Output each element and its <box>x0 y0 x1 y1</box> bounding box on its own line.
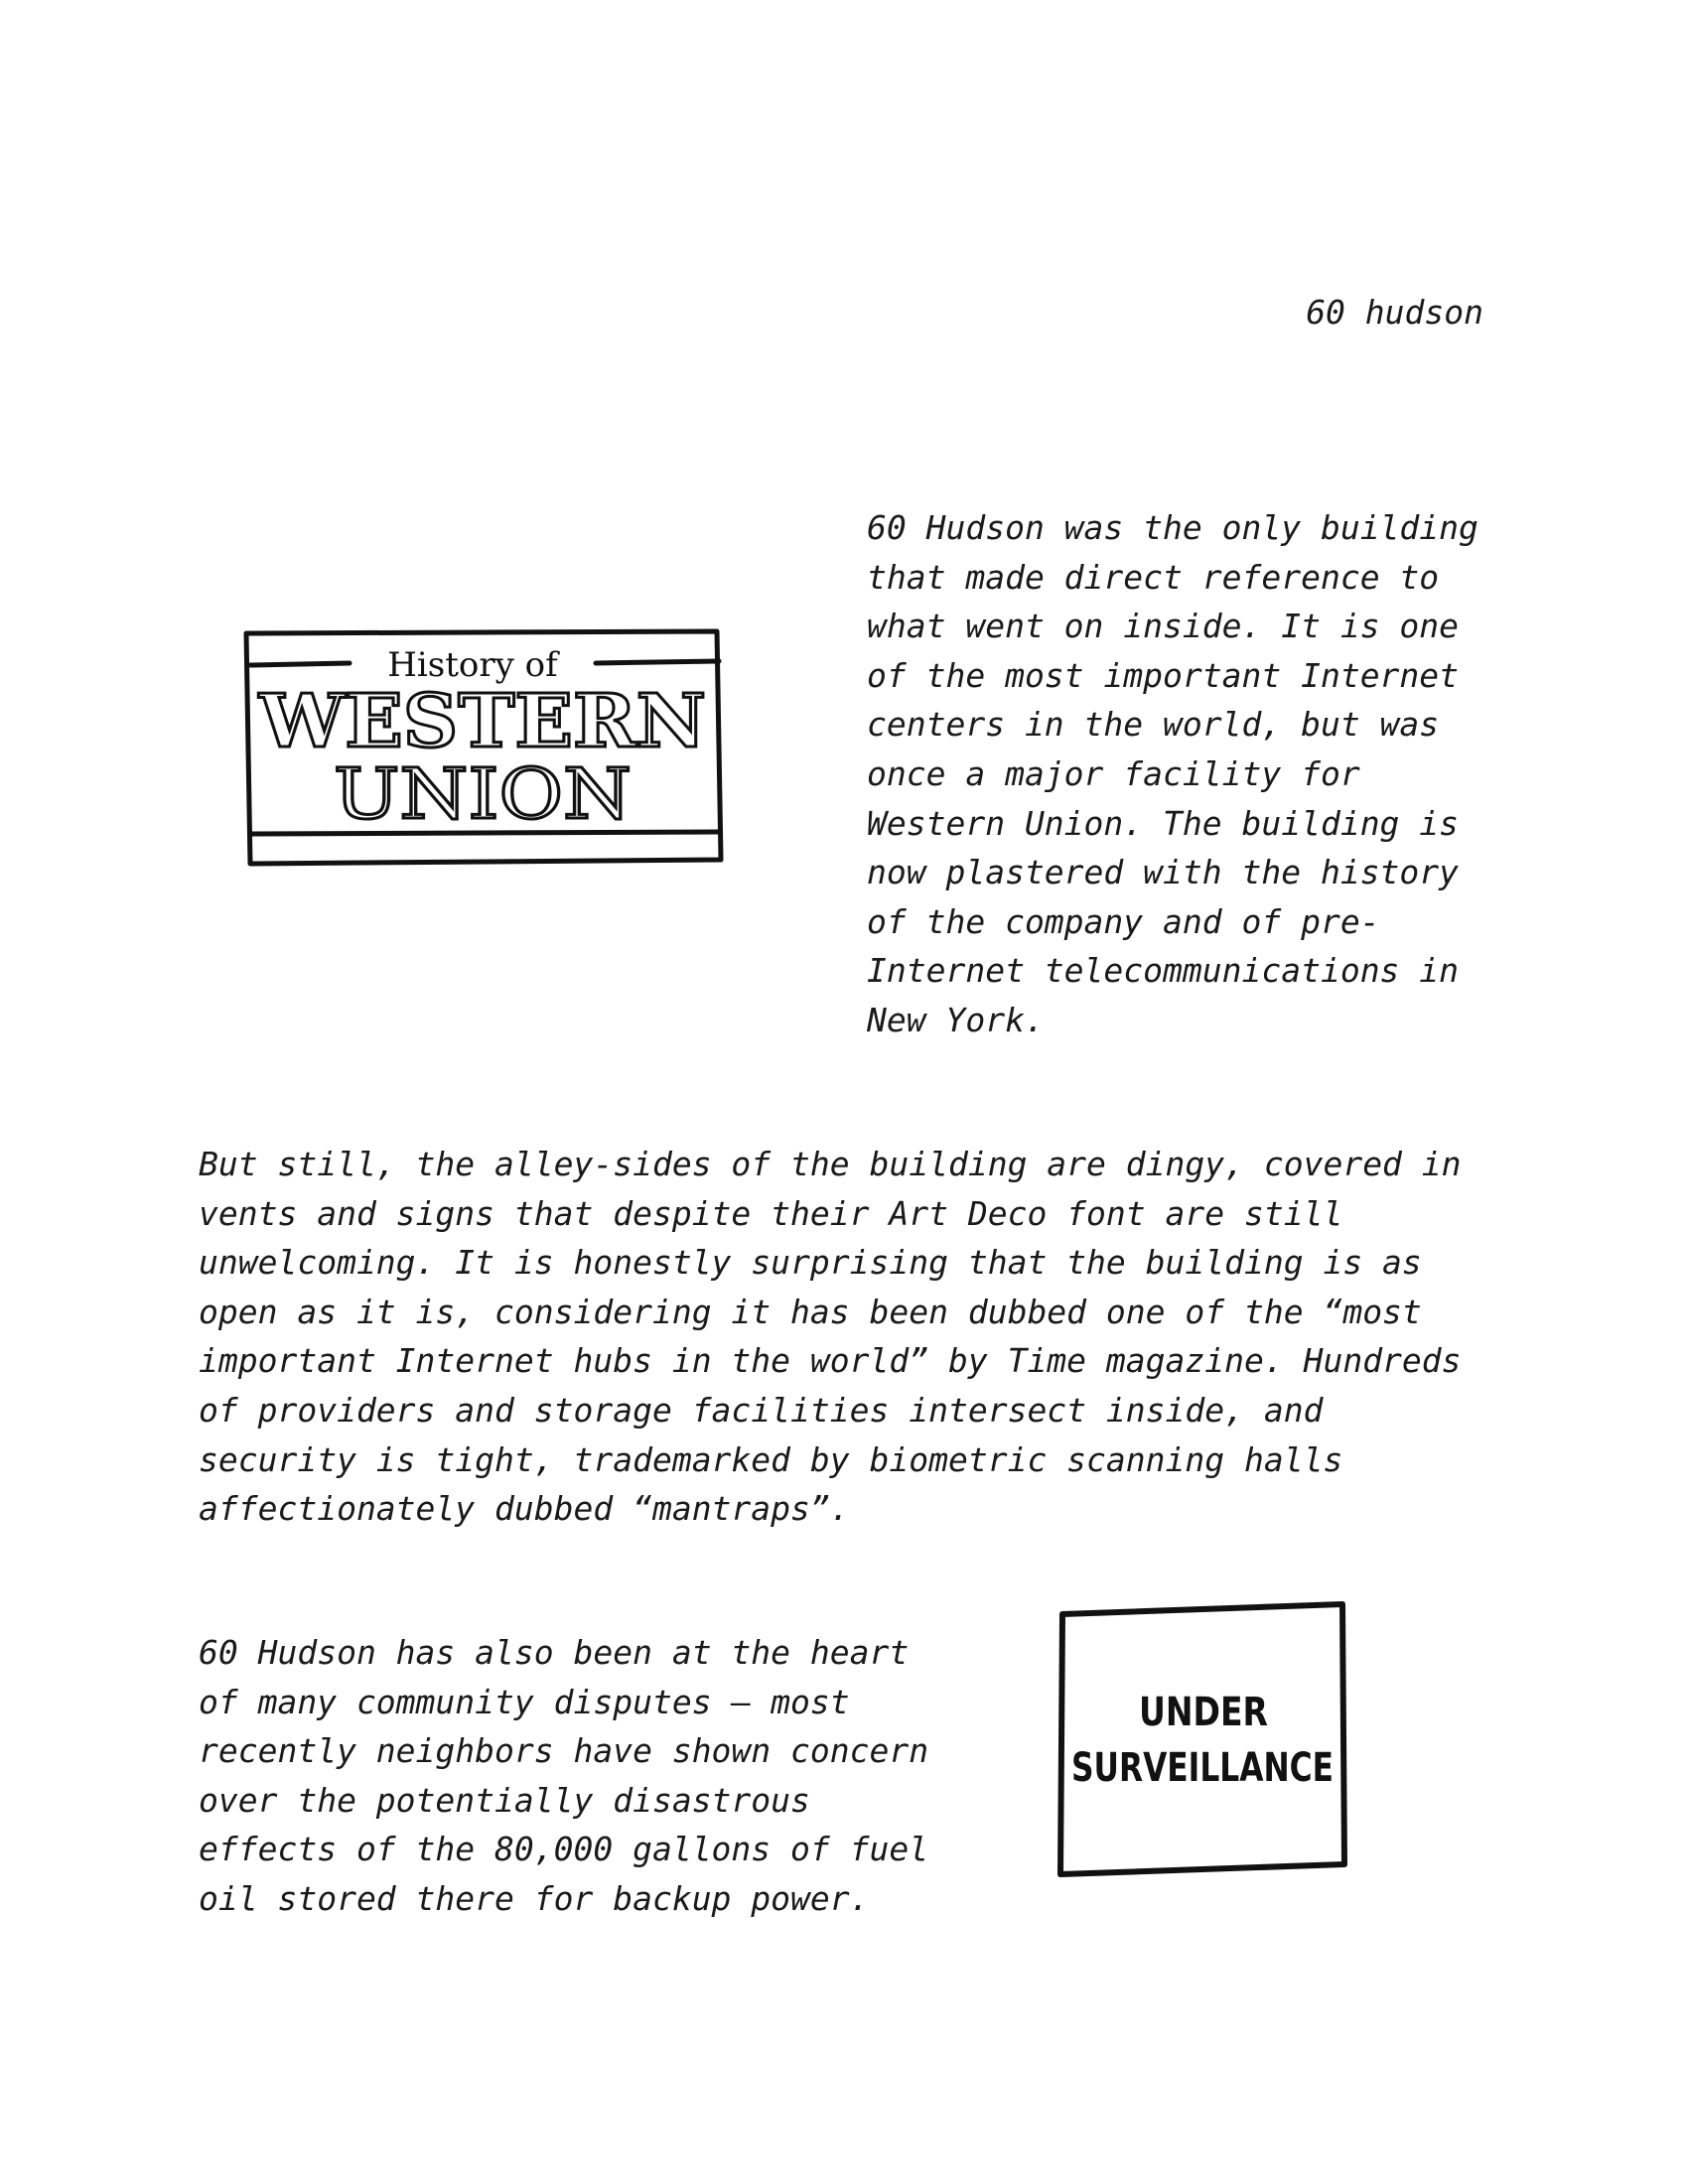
sign-rule-right <box>596 661 719 663</box>
western-union-sign-drawing <box>238 625 735 880</box>
surveillance-sign-frame <box>1060 1604 1344 1874</box>
sign-union-text: UNION <box>334 753 632 835</box>
paragraph-disputes: 60 Hudson has also been at the heart of many community disputes — most recently neighbors have shown concern over the potentially disastrous effects of the 80,000 gallons of fuel oil stored there for backup power. <box>199 1633 929 1918</box>
paragraph-intro: 60 Hudson was the only building that made direct reference to what went on inside. It is one of the most important Internet centers in the world, but was once a major facility for Western Union. The building is now plastered with the history of the company and of pre- Internet telecommunications in New York. <box>867 508 1478 1039</box>
sign-under-text: UNDER <box>1139 1690 1268 1735</box>
page-header-title: 60 hudson <box>1306 293 1483 332</box>
sign-history-of-text: History of <box>387 645 558 685</box>
sign-western-text: WESTERN <box>257 679 706 764</box>
paragraph-alley: But still, the alley-sides of the building are dingy, covered in vents and signs that despite their Art Deco font are still unwelcoming. It is honestly surprising that the building is as open as it is, considering it has been dubbed one of the “most important Internet hubs in the world” by Time magazine. Hundreds of providers and storage facilities intersect inside, and security is tight, trademarked by biometric scanning halls affectionately dubbed “mantraps”. <box>199 1145 1462 1529</box>
sign-surveillance-text: SURVEILLANCE <box>1071 1745 1334 1791</box>
under-surveillance-sign-drawing <box>1053 1598 1360 1886</box>
sign-rule-left <box>250 663 350 665</box>
